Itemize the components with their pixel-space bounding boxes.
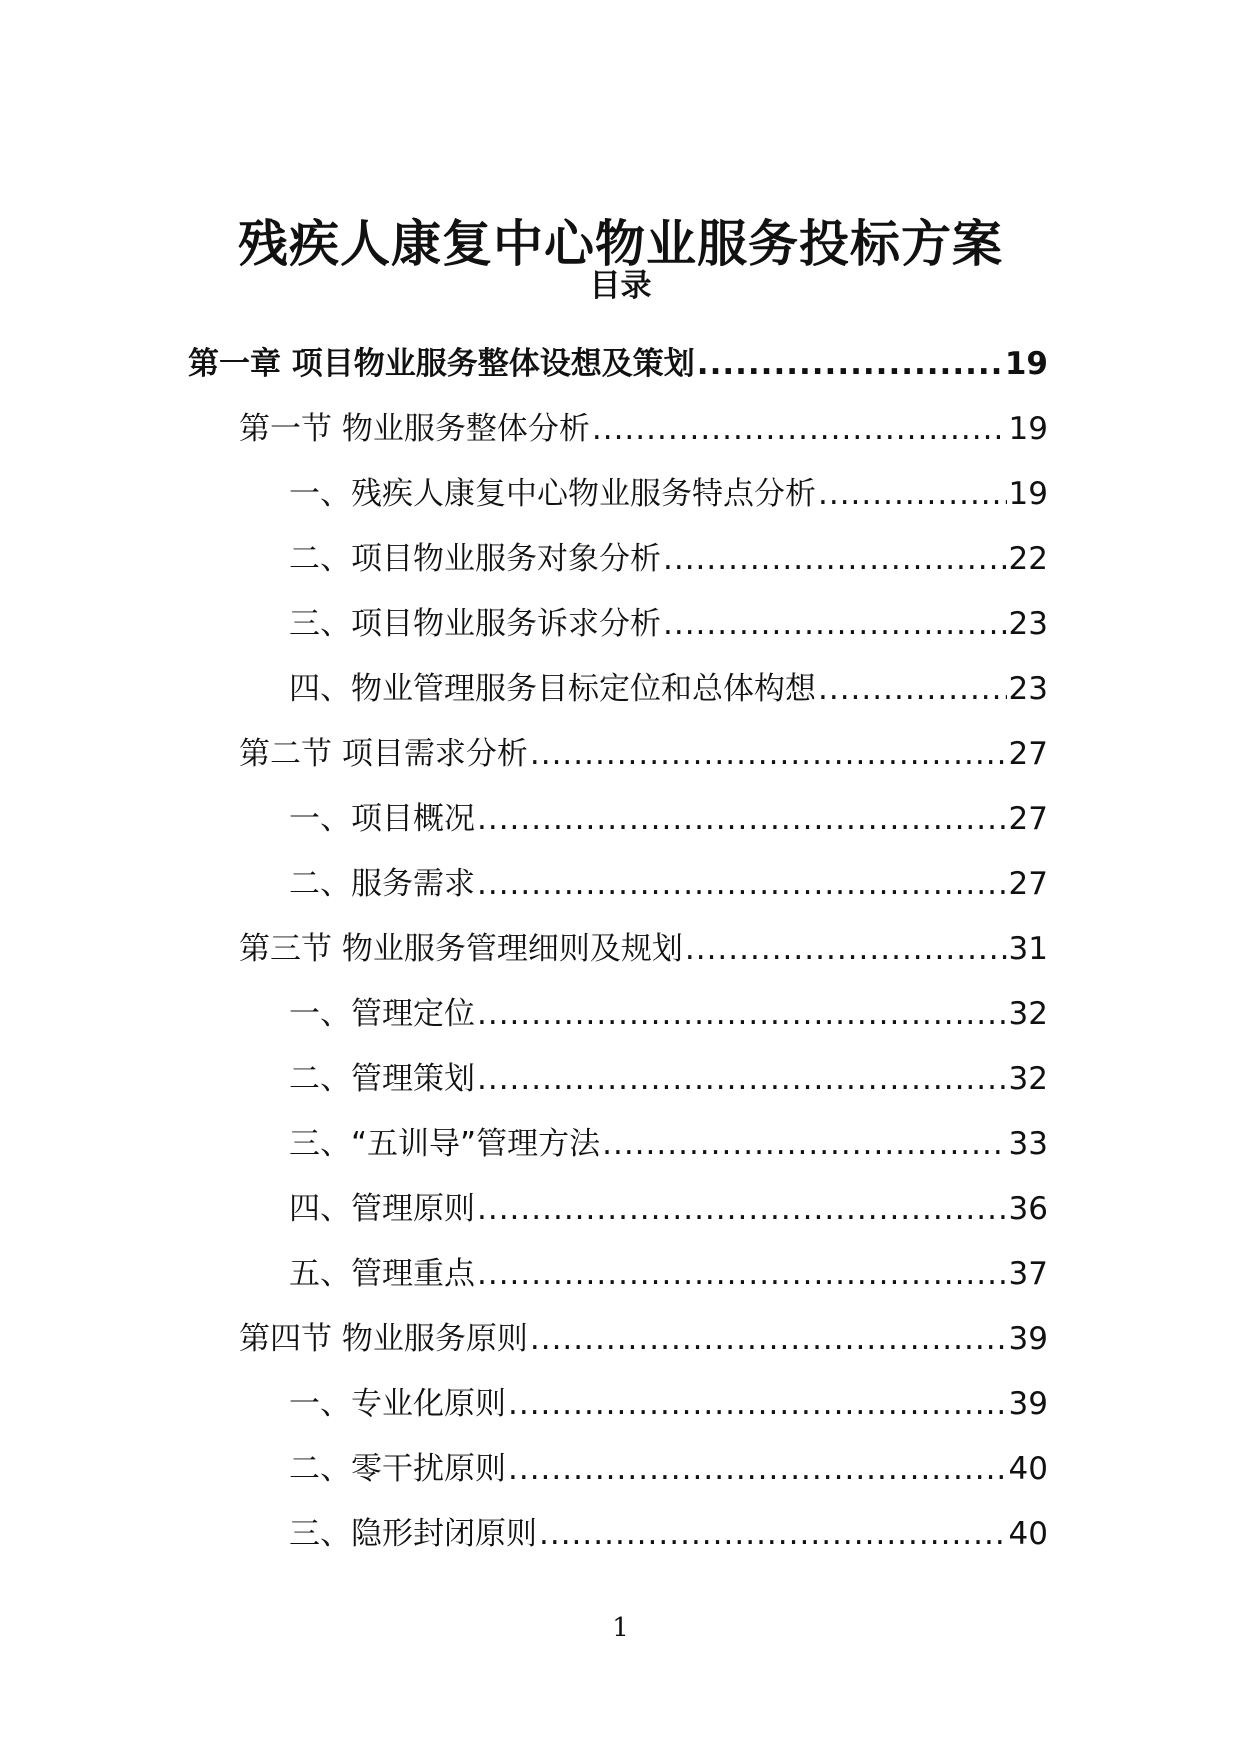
toc-entry-label: 三、“五训导”管理方法 — [289, 1126, 601, 1162]
toc-entry-section-1[interactable] — [0, 387, 1241, 452]
toc-leader-dots — [697, 341, 1003, 387]
toc-entry-section-2[interactable] — [0, 712, 1241, 777]
toc-entry-label: 三、项目物业服务诉求分析 — [289, 606, 661, 642]
toc-entry-item[interactable] — [0, 582, 1241, 647]
toc-entry-page: 40 — [1008, 1516, 1048, 1552]
toc-leader-dots — [530, 731, 1007, 777]
toc-entry-label: 二、项目物业服务对象分析 — [289, 541, 661, 577]
toc-leader-dots — [477, 1251, 1007, 1297]
document-title: 残疾人康复中心物业服务投标方案 — [238, 214, 1003, 273]
toc-leader-dots — [508, 1381, 1007, 1427]
toc-entry-item[interactable] — [0, 1102, 1241, 1167]
toc-leader-dots — [818, 666, 1007, 712]
toc-leader-dots — [530, 1316, 1007, 1362]
toc-entry-item[interactable] — [0, 1037, 1241, 1102]
toc-leader-dots — [685, 926, 1007, 972]
toc-entry-label: 第一节 物业服务整体分析 — [239, 411, 590, 447]
toc-entry-page: 32 — [1008, 996, 1048, 1032]
toc-entry-page: 40 — [1008, 1451, 1048, 1487]
toc-entry-section-4[interactable] — [0, 1297, 1241, 1362]
toc-leader-dots — [477, 991, 1007, 1037]
toc-leader-dots — [663, 536, 1007, 582]
toc-entry-item[interactable] — [0, 1427, 1241, 1492]
toc-entry-label: 一、项目概况 — [289, 801, 475, 837]
toc-entry-page: 27 — [1008, 736, 1048, 772]
toc-entry-label: 三、隐形封闭原则 — [289, 1516, 537, 1552]
toc-entry-label: 四、管理原则 — [289, 1191, 475, 1227]
toc-leader-dots — [477, 796, 1007, 842]
toc-entry-label: 第一章 项目物业服务整体设想及策划 — [188, 346, 695, 382]
toc-entry-page: 27 — [1008, 866, 1048, 902]
toc-entry-label: 五、管理重点 — [289, 1256, 475, 1292]
toc-entry-page: 39 — [1008, 1321, 1048, 1357]
toc-entry-label: 二、管理策划 — [289, 1061, 475, 1097]
toc-leader-dots — [477, 1056, 1007, 1102]
toc-leader-dots — [818, 471, 1007, 517]
table-of-contents — [0, 322, 1241, 1557]
toc-entry-item[interactable] — [0, 647, 1241, 712]
toc-entry-page: 23 — [1008, 671, 1048, 707]
toc-leader-dots — [508, 1446, 1007, 1492]
toc-leader-dots — [477, 1186, 1007, 1232]
toc-leader-dots — [477, 861, 1007, 907]
toc-entry-label: 第四节 物业服务原则 — [239, 1321, 528, 1357]
toc-entry-section-3[interactable] — [0, 907, 1241, 972]
page-number: 1 — [612, 1613, 629, 1643]
toc-entry-page: 19 — [1004, 346, 1048, 382]
toc-entry-label: 二、零干扰原则 — [289, 1451, 506, 1487]
toc-entry-page: 33 — [1008, 1126, 1048, 1162]
toc-entry-label: 一、残疾人康复中心物业服务特点分析 — [289, 476, 816, 512]
toc-entry-page: 31 — [1008, 931, 1048, 967]
toc-entry-page: 22 — [1008, 541, 1048, 577]
toc-entry-item[interactable] — [0, 777, 1241, 842]
toc-entry-item[interactable] — [0, 517, 1241, 582]
toc-leader-dots — [663, 601, 1007, 647]
toc-entry-label: 二、服务需求 — [289, 866, 475, 902]
toc-entry-page: 37 — [1008, 1256, 1048, 1292]
toc-entry-item[interactable] — [0, 972, 1241, 1037]
toc-entry-page: 23 — [1008, 606, 1048, 642]
toc-entry-item[interactable] — [0, 1167, 1241, 1232]
toc-entry-item[interactable] — [0, 1362, 1241, 1427]
toc-leader-dots — [602, 1121, 1006, 1167]
toc-entry-page: 32 — [1008, 1061, 1048, 1097]
toc-entry-page: 36 — [1008, 1191, 1048, 1227]
toc-entry-page: 19 — [1008, 411, 1048, 447]
toc-entry-label: 一、专业化原则 — [289, 1386, 506, 1422]
toc-entry-chapter-1[interactable] — [0, 322, 1241, 387]
toc-entry-item[interactable] — [0, 842, 1241, 907]
toc-entry-item[interactable] — [0, 1232, 1241, 1297]
toc-entry-page: 27 — [1008, 801, 1048, 837]
toc-entry-label: 一、管理定位 — [289, 996, 475, 1032]
toc-entry-page: 39 — [1008, 1386, 1048, 1422]
toc-heading: 目录 — [589, 268, 652, 304]
toc-leader-dots — [539, 1511, 1007, 1557]
toc-leader-dots — [592, 406, 1007, 452]
toc-entry-item[interactable] — [0, 452, 1241, 517]
toc-entry-page: 19 — [1008, 476, 1048, 512]
toc-entry-item[interactable] — [0, 1492, 1241, 1557]
toc-entry-label: 第二节 项目需求分析 — [239, 736, 528, 772]
toc-entry-label: 四、物业管理服务目标定位和总体构想 — [289, 671, 816, 707]
toc-entry-label: 第三节 物业服务管理细则及规划 — [239, 931, 683, 967]
